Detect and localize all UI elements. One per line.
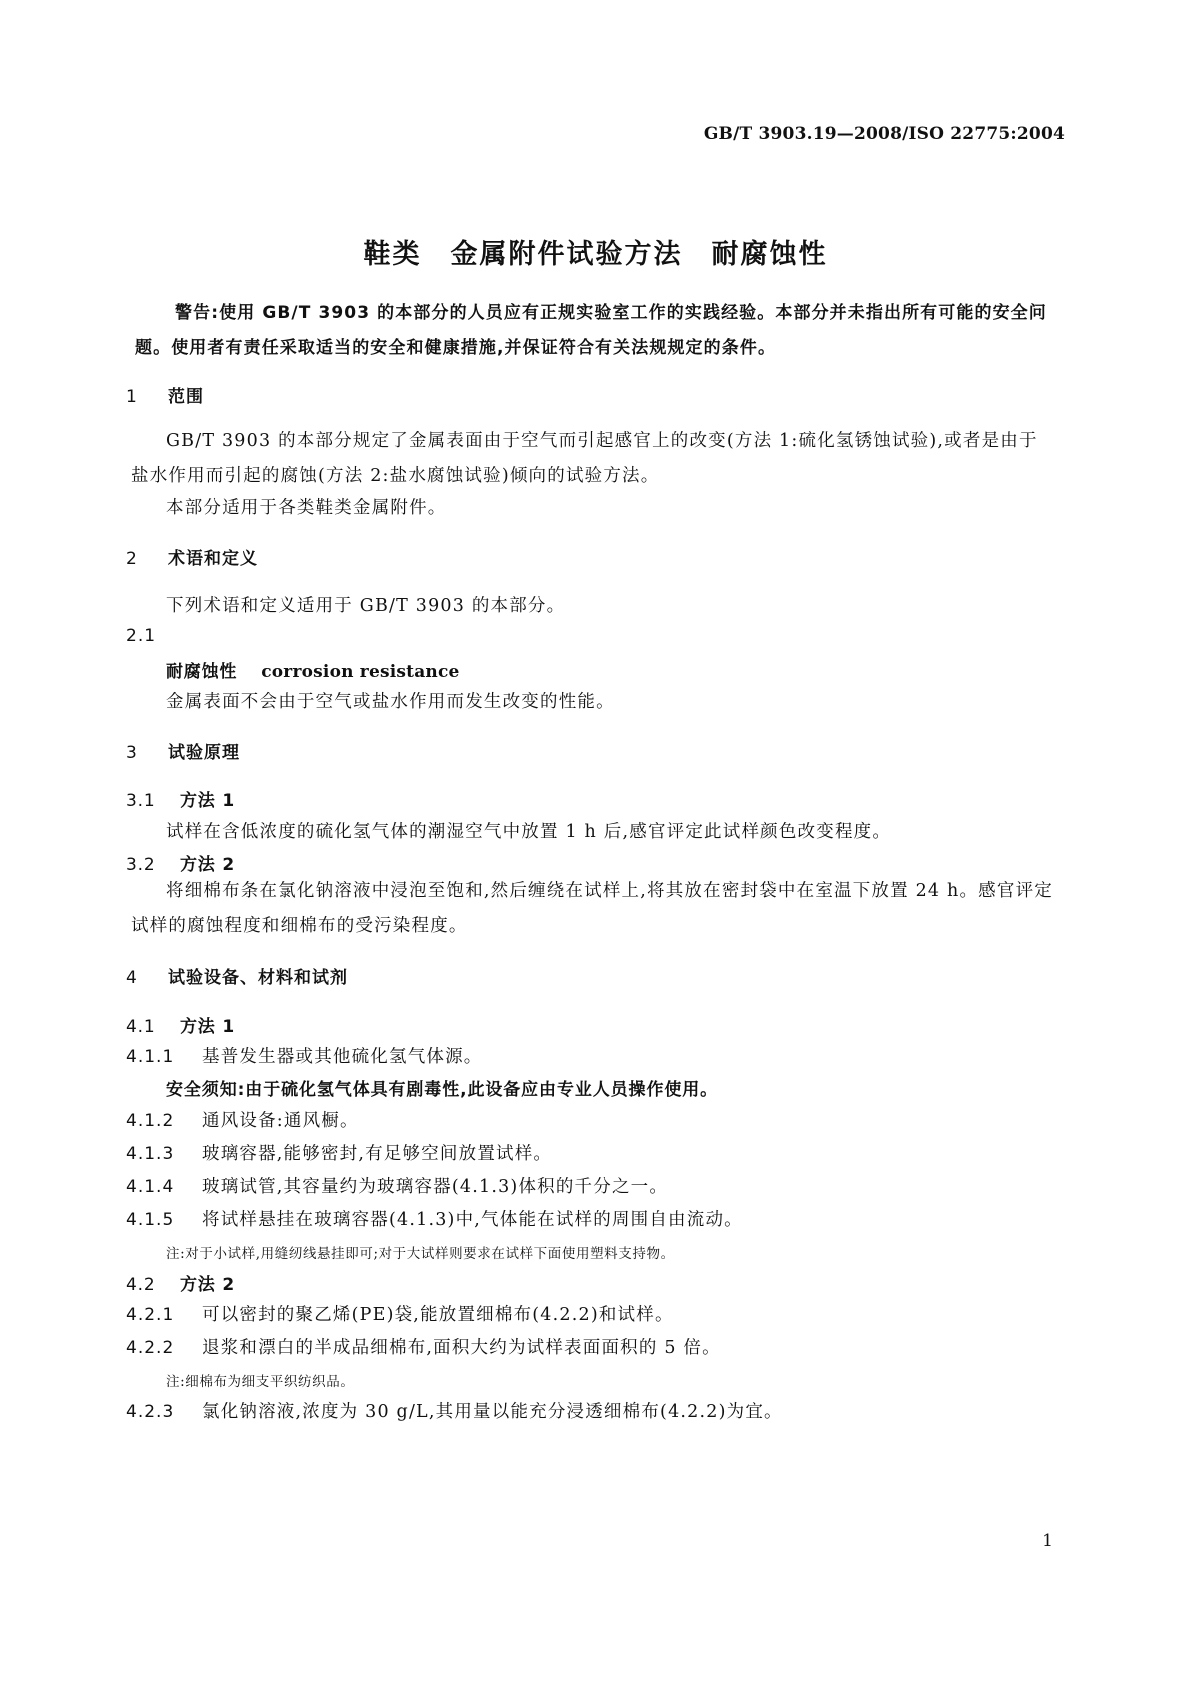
item-4-1-3 xyxy=(126,1140,552,1165)
clause-4-1-heading xyxy=(126,1012,235,1037)
item-text: 退浆和漂白的半成品细棉布,面积大约为试样表面面积的 5 倍。 xyxy=(202,1338,721,1358)
method-1-principle: 试样在含低浓度的硫化氢气体的潮湿空气中放置 1 h 后,感官评定此试样颜色改变程度。 xyxy=(166,822,892,842)
item-text: 将试样悬挂在玻璃容器(4.1.3)中,气体能在试样的周围自由流动。 xyxy=(202,1210,743,1230)
section-title: 试验原理 xyxy=(168,743,240,763)
clause-3-2-heading xyxy=(126,850,235,875)
clause-title: 方法 2 xyxy=(180,1275,235,1295)
terms-intro: 下列术语和定义适用于 GB/T 3903 的本部分。 xyxy=(166,596,566,616)
scope-paragraph: GB/T 3903 的本部分规定了金属表面由于空气而引起感官上的改变(方法 1:硫化氢锈蚀试验),或者是由于盐水作用而引起的腐蚀(方法 2:盐水腐蚀试验)倾向的试验方法。 xyxy=(131,431,1038,486)
section-2-heading xyxy=(126,544,258,569)
clause-number: 3.1 xyxy=(126,791,156,811)
section-title: 试验设备、材料和试剂 xyxy=(168,968,348,988)
page-title: 鞋类 金属附件试验方法 耐腐蚀性 xyxy=(363,239,828,270)
item-number: 4.1.1 xyxy=(126,1047,175,1067)
clause-number: 4.2 xyxy=(126,1275,156,1295)
clause-title: 方法 2 xyxy=(180,855,235,875)
item-number: 4.1.2 xyxy=(126,1111,175,1131)
item-text: 玻璃容器,能够密封,有足够空间放置试样。 xyxy=(202,1144,553,1164)
section-4-heading xyxy=(126,963,348,988)
item-text: 通风设备:通风橱。 xyxy=(202,1111,359,1131)
item-4-2-1 xyxy=(126,1301,674,1326)
term-english: corrosion resistance xyxy=(261,662,460,682)
clause-3-1-heading xyxy=(126,786,235,811)
item-text: 基普发生器或其他硫化氢气体源。 xyxy=(202,1047,483,1067)
clause-number: 3.2 xyxy=(126,855,156,875)
item-4-2-3 xyxy=(126,1398,783,1423)
clause-4-2-heading xyxy=(126,1270,235,1295)
note-4-2-2: 注:细棉布为细支平织纺织品。 xyxy=(166,1374,355,1390)
clause-number: 4.1 xyxy=(126,1017,156,1037)
item-number: 4.1.5 xyxy=(126,1210,175,1230)
section-number: 3 xyxy=(126,743,138,763)
section-number: 1 xyxy=(126,387,138,407)
section-1-heading xyxy=(126,382,204,407)
item-number: 4.1.3 xyxy=(126,1144,175,1164)
item-number: 4.2.3 xyxy=(126,1402,175,1422)
item-4-1-2 xyxy=(126,1107,359,1132)
safety-notice: 安全须知:由于硫化氢气体具有剧毒性,此设备应由专业人员操作使用。 xyxy=(166,1080,719,1100)
section-number: 4 xyxy=(126,968,138,988)
section-3-heading xyxy=(126,738,240,763)
item-4-1-5 xyxy=(126,1206,743,1231)
item-text: 可以密封的聚乙烯(PE)袋,能放置细棉布(4.2.2)和试样。 xyxy=(202,1305,674,1325)
term-definition: 金属表面不会由于空气或盐水作用而发生改变的性能。 xyxy=(166,692,615,712)
item-text: 玻璃试管,其容量约为玻璃容器(4.1.3)体积的千分之一。 xyxy=(202,1177,669,1197)
section-title: 术语和定义 xyxy=(168,549,258,569)
clause-title: 方法 1 xyxy=(180,1017,235,1037)
standard-code: GB/T 3903.19—2008/ISO 22775:2004 xyxy=(703,124,1065,144)
method-2-principle: 将细棉布条在氯化钠溶液中浸泡至饱和,然后缠绕在试样上,将其放在密封袋中在室温下放置 24 h。感官评定试样的腐蚀程度和细棉布的受污染程度。 xyxy=(131,881,1053,936)
item-4-2-2 xyxy=(126,1334,721,1359)
term-chinese: 耐腐蚀性 xyxy=(166,662,238,682)
section-title: 范围 xyxy=(168,387,204,407)
item-number: 4.2.2 xyxy=(126,1338,175,1358)
item-number: 4.1.4 xyxy=(126,1177,175,1197)
warning-paragraph: 警告:使用 GB/T 3903 的本部分的人员应有正规实验室工作的实践经验。本部分并未指出所有可能的安全问题。使用者有责任采取适当的安全和健康措施,并保证符合有关法规规定的条件。 xyxy=(135,303,1047,358)
item-number: 4.2.1 xyxy=(126,1305,175,1325)
section-number: 2 xyxy=(126,549,138,569)
clause-2-1-number: 2.1 xyxy=(126,626,157,646)
note-4-1-5: 注:对于小试样,用缝纫线悬挂即可;对于大试样则要求在试样下面使用塑料支持物。 xyxy=(166,1246,675,1262)
term-entry xyxy=(166,657,460,682)
clause-title: 方法 1 xyxy=(180,791,235,811)
scope-applicability: 本部分适用于各类鞋类金属附件。 xyxy=(166,498,447,518)
item-4-1-1 xyxy=(126,1043,483,1068)
item-4-1-4 xyxy=(126,1173,668,1198)
page-number: 1 xyxy=(1042,1531,1053,1551)
item-text: 氯化钠溶液,浓度为 30 g/L,其用量以能充分浸透细棉布(4.2.2)为宜。 xyxy=(202,1402,783,1422)
